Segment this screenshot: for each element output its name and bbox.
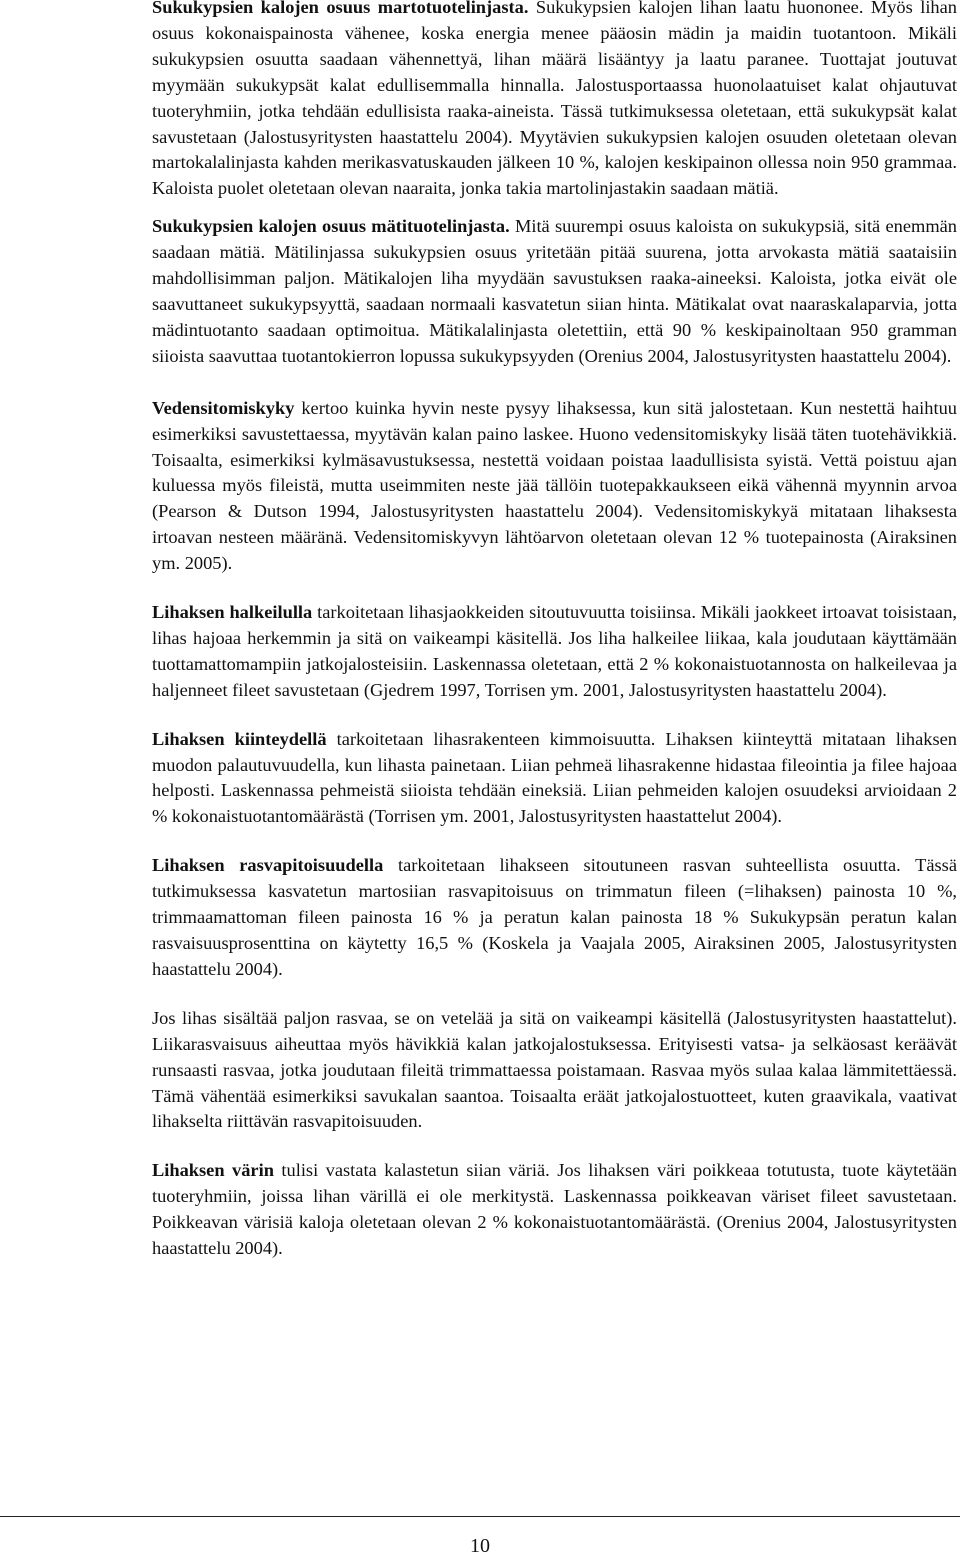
page-number: 10: [470, 1535, 490, 1557]
paragraph-muscle-gaping: [152, 600, 957, 704]
paragraph-fat-handling: [152, 1006, 957, 1136]
paragraph-text: tarkoitetaan lihasrakenteen kimmoisuutta. Lihaksen kiinteyttä mitataan lihaksen muodon palautuvuudella, kun lihasta painetaan. Liian pehmeä lihasrakenne hidastaa fileointia ja filee hajoaa helposti. Laskennassa pehmeistä siioista tehdään eineksiä. Liian pehmeiden kalojen osuudeksi arvioidaan 2 % kokonaistuotantomäärästä (Torrisen ym. 2001, Jalostusyritysten haastattelut 2004).: [152, 728, 957, 827]
paragraph-text: Sukukypsien kalojen lihan laatu huononee. Myös lihan osuus kokonaispainosta vähenee, koska energia menee pääosin mädin ja maidin tuotantoon. Mikäli sukukypsien osuutta saadaan vähennettyä, lihan määrä lisääntyy ja laatu paranee. Tuottajat joutuvat myymään sukukypsät kalat edullisemmalla hinnalla. Jalostusportaassa huonolaatuiset kalat ohjautuvat tuoteryhmiin, jotka tehdään edullisista raaka-aineista. Tässä tutkimuksessa oletetaan, että sukukypsät kalat savustetaan (Jalostusyritysten haastattelu 2004). Myytävien sukukypsien kalojen osuuden oletetaan olevan martokalalinjasta kahden merikasvatuskauden jälkeen 10 %, kalojen keskipainon ollessa noin 950 grammaa. Kaloista puolet oletetaan olevan naaraita, jonka takia martolinjastakin saadaan mätiä.: [152, 0, 957, 199]
paragraph-text: tarkoitetaan lihasjaokkeiden sitoutuvuutta toisiinsa. Mikäli jaokkeet irtoavat toisistaan, lihas hajoaa herkemmin ja sitä on vaikeampi käsitellä. Jos liha halkeilee liikaa, kala joudutaan käyttämään tuottamattomampiin jatkojalosteisiin. Laskennassa oletetaan, että 2 % kokonaistuotannosta on halkeilevaa ja haljenneet fileet savustetaan (Gjedrem 1997, Torrisen ym. 2001, Jalostusyritysten haastattelu 2004).: [152, 602, 957, 700]
paragraph-heading: Vedensitomiskyky: [152, 397, 295, 418]
paragraph-text: Jos lihas sisältää paljon rasvaa, se on vetelää ja sitä on vaikeampi käsitellä (Jalostusyritysten haastattelut). Liikarasvaisuus aiheuttaa myös hävikkiä kalan jatkojalostuksessa. Erityisesti vatsa- ja selkäosast keräävät runsaasti rasvaa, jotka joudutaan fileitä trimmattaessa poistamaan. Rasvaa myös sulaa kalaa lämmitettäessä. Tämä vähentää esimerkiksi savukalan saantoa. Toisaalta eräät jatkojalostuotteet, kuten graavikala, vaativat lihakselta riittävän rasvapitoisuuden.: [152, 1007, 957, 1132]
paragraph-heading: Lihaksen kiinteydellä: [152, 728, 327, 749]
paragraph-fat-content: [152, 853, 957, 983]
document-body: [152, 0, 957, 1285]
paragraph-text: kertoo kuinka hyvin neste pysyy lihaksessa, kun sitä jalostetaan. Kun nestettä haihtuu esimerkiksi savustettaessa, myytävän kalan paino laskee. Huono vedensitomiskyky lisää täten tuotehävikkiä. Toisaalta, esimerkiksi kylmäsavustuksessa, nestettä voidaan poistaa laadullisista syistä. Vettä poistuu ajan kuluessa myös fileistä, mutta useimmiten neste jää tällöin tuotepakkaukseen eikä vähennä myynnin arvoa (Pearson & Dutson 1994, Jalostusyritysten haastattelu 2004). Vedensitomiskykyä mitataan lihaksesta irtoavan nesteen määränä. Vedensitomiskyvyn lähtöarvon oletetaan olevan 12 % tuotepainosta (Airaksinen ym. 2005).: [152, 397, 957, 574]
paragraph-heading: Sukukypsien kalojen osuus martotuotelinjasta.: [152, 0, 529, 17]
paragraph-heading: Sukukypsien kalojen osuus mätituotelinjasta.: [152, 216, 510, 237]
paragraph-muscle-colour: [152, 1158, 957, 1262]
footer-divider: [0, 1516, 960, 1517]
paragraph-heading: Lihaksen rasvapitoisuudella: [152, 855, 384, 876]
paragraph-muscle-firmness: [152, 727, 957, 831]
paragraph-mature-fish-roe-line: [152, 214, 957, 369]
paragraph-water-holding-capacity: [152, 396, 957, 577]
paragraph-mature-fish-marto-line: [152, 0, 957, 202]
paragraph-text: tulisi vastata kalastetun siian väriä. Jos lihaksen väri poikkeaa totutusta, tuote käytetään tuoteryhmiin, joissa lihan värillä ei ole merkitystä. Laskennassa poikkeavan väriset fileet savustetaan. Poikkeavan värisiä kaloja oletetaan olevan 2 % kokonaistuotantomäärästä. (Orenius 2004, Jalostusyritysten haastattelu 2004).: [152, 1160, 957, 1259]
paragraph-heading: Lihaksen halkeilulla: [152, 602, 313, 623]
paragraph-heading: Lihaksen värin: [152, 1160, 274, 1181]
paragraph-text: Mitä suurempi osuus kaloista on sukukypsiä, sitä enemmän saadaan mätiä. Mätilinjassa sukukypsien osuus yritetään pitää suurena, jotta arvokasta mätiä saataisiin mahdollisimman paljon. Mätikalojen liha myydään savustuksen raaka-aineeksi. Kaloista, jotka eivät ole saavuttaneet sukukypsyyttä, saadaan normaali kasvatetun siian hinta. Mätikalat ovat naaraskalaparvia, jotta mädintuotanto saadaan optimoitua. Mätikalalinjasta oletettiin, että 90 % keskipainoltaan 950 gramman siioista saavuttaa tuotantokierron lopussa sukukypsyyden (Orenius 2004, Jalostusyritysten haastattelu 2004).: [152, 216, 957, 366]
paragraph-text: tarkoitetaan lihakseen sitoutuneen rasvan suhteellista osuutta. Tässä tutkimuksessa kasvatetun martosiian rasvapitoisuus on trimmatun fileen (=lihaksen) painosta 10 %, trimmaamattoman fileen painosta 16 % ja peratun kalan painosta 18 % Sukukypsän peratun kalan rasvaisuusprosenttina on käytetty 16,5 % (Koskela ja Vaajala 2005, Airaksinen 2005, Jalostusyritysten haastattelu 2004).: [152, 855, 957, 979]
